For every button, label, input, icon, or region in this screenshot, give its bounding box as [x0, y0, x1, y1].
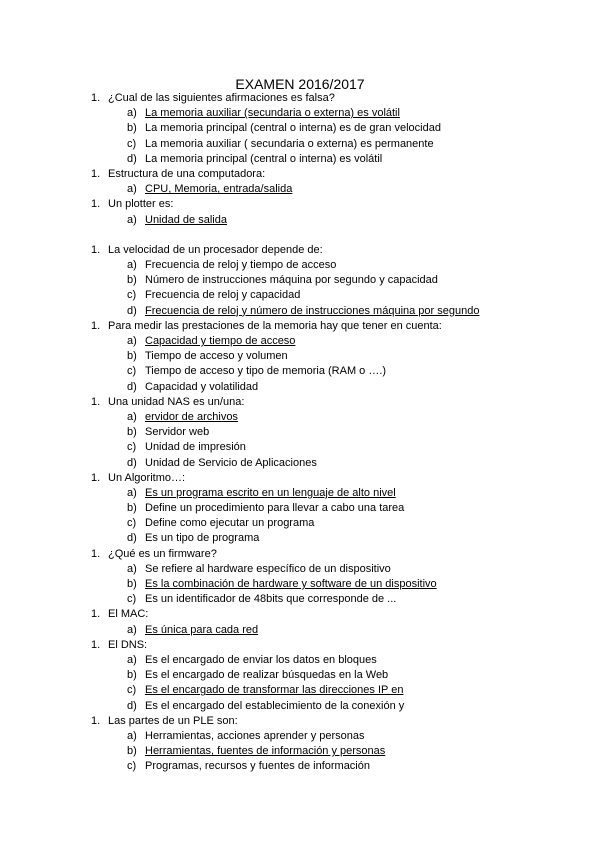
question-text: El DNS:: [108, 638, 148, 651]
answer-option: [0, 699, 600, 714]
question-number: 1.: [91, 714, 101, 727]
question-number: 1.: [91, 319, 101, 332]
answer-option: [0, 759, 600, 774]
option-letter: b): [127, 502, 137, 515]
question-number: 1.: [91, 243, 101, 256]
option-text: Es un identificador de 48bits que corresponde de ...: [145, 593, 397, 606]
option-text: Número de instrucciones máquina por segundo y capacidad: [145, 274, 438, 287]
option-letter: b): [127, 669, 137, 682]
spacer: [0, 228, 600, 243]
question: [0, 395, 600, 410]
answer-option: [0, 623, 600, 638]
option-text: Define como ejecutar un programa: [145, 517, 315, 530]
answer-option: [0, 121, 600, 136]
option-text: Se refiere al hardware específico de un dispositivo: [145, 562, 391, 575]
option-text: Es el encargado del establecimiento de la conexión y: [145, 699, 405, 712]
question-number: 1.: [91, 92, 101, 104]
question-text: Un Algoritmo…:: [108, 471, 186, 484]
option-text-selected: CPU, Memoria, entrada/salida: [145, 183, 293, 196]
option-letter: a): [127, 213, 137, 226]
option-letter: c): [127, 684, 137, 697]
question: [0, 547, 600, 562]
answer-option: [0, 744, 600, 759]
answer-option: [0, 258, 600, 273]
answer-option: [0, 288, 600, 303]
option-letter: a): [127, 623, 137, 636]
option-text: Frecuencia de reloj y tiempo de acceso: [145, 259, 337, 272]
option-letter: d): [127, 456, 137, 469]
question-number: 1.: [91, 167, 101, 180]
question-number: 1.: [91, 547, 101, 560]
answer-option: [0, 729, 600, 744]
answer-option: [0, 562, 600, 577]
option-letter: a): [127, 653, 137, 666]
option-letter: d): [127, 304, 137, 317]
answer-option: [0, 213, 600, 228]
option-text-selected: ervidor de archivos: [145, 410, 238, 423]
answer-option: [0, 364, 600, 379]
answer-option: [0, 516, 600, 531]
question-text: Las partes de un PLE son:: [108, 714, 238, 727]
option-text: Es el encargado de realizar búsquedas en la Web: [145, 669, 389, 682]
question-list: [0, 91, 600, 774]
option-text-selected: Herramientas, fuentes de información y personas: [145, 745, 386, 758]
option-text: Es el encargado de enviar los datos en bloques: [145, 653, 377, 666]
answer-option: [0, 456, 600, 471]
option-letter: c): [127, 137, 137, 150]
answer-option: [0, 410, 600, 425]
question-number: 1.: [91, 638, 101, 651]
option-letter: a): [127, 259, 137, 272]
question-number: 1.: [91, 198, 101, 211]
question: [0, 167, 600, 182]
option-text: Unidad de Servicio de Aplicaciones: [145, 456, 317, 469]
option-letter: d): [127, 699, 137, 712]
answer-option: [0, 653, 600, 668]
question-text: ¿Cual de las siguientes afirmaciones es falsa?: [108, 92, 335, 104]
option-letter: b): [127, 274, 137, 287]
option-text-selected: Es un programa escrito en un lenguaje de alto nivel: [145, 486, 396, 499]
question: [0, 471, 600, 486]
option-text: Servidor web: [145, 426, 210, 439]
option-text: Tiempo de acceso y volumen: [145, 350, 288, 363]
answer-option: [0, 273, 600, 288]
question-number: 1.: [91, 395, 101, 408]
option-letter: d): [127, 380, 137, 393]
answer-option: [0, 577, 600, 592]
option-text: La memoria auxiliar ( secundaria o externa) es permanente: [145, 137, 434, 150]
option-text-selected: Es el encargado de transformar las direcciones IP en: [145, 684, 404, 697]
question: [0, 197, 600, 212]
answer-option: [0, 349, 600, 364]
answer-option: [0, 152, 600, 167]
question-text: Estructura de una computadora:: [108, 167, 266, 180]
option-letter: d): [127, 152, 137, 165]
option-letter: a): [127, 562, 137, 575]
option-letter: a): [127, 729, 137, 742]
option-letter: a): [127, 107, 137, 120]
option-letter: c): [127, 593, 137, 606]
answer-option: [0, 304, 600, 319]
question-number: 1.: [91, 608, 101, 621]
option-letter: b): [127, 745, 137, 758]
answer-option: [0, 106, 600, 121]
question-number: 1.: [91, 471, 101, 484]
question-text: Una unidad NAS es un/una:: [108, 395, 245, 408]
option-text: Frecuencia de reloj y capacidad: [145, 289, 301, 302]
option-text: Programas, recursos y fuentes de información: [145, 760, 370, 773]
option-text-selected: Es única para cada red: [145, 623, 259, 636]
question: [0, 714, 600, 729]
option-text-selected: Unidad de salida: [145, 213, 227, 226]
answer-option: [0, 137, 600, 152]
answer-option: [0, 668, 600, 683]
answer-option: [0, 501, 600, 516]
option-letter: a): [127, 410, 137, 423]
option-text-selected: Frecuencia de reloj y número de instrucciones máquina por segundo: [145, 304, 480, 317]
option-text: Herramientas, acciones aprender y personas: [145, 729, 365, 742]
option-text: Define un procedimiento para llevar a cabo una tarea: [145, 502, 405, 515]
option-letter: b): [127, 578, 137, 590]
answer-option: [0, 380, 600, 395]
option-text-selected: Capacidad y tiempo de acceso: [145, 335, 296, 347]
answer-option: [0, 592, 600, 607]
option-text: Unidad de impresión: [145, 441, 246, 454]
option-letter: a): [127, 335, 137, 347]
answer-option: [0, 425, 600, 440]
question: [0, 638, 600, 653]
option-letter: b): [127, 122, 137, 135]
question-text: Un plotter es:: [108, 198, 174, 211]
option-text: Capacidad y volatilidad: [145, 380, 259, 393]
question-text: La velocidad de un procesador depende de:: [108, 243, 323, 256]
option-letter: a): [127, 486, 137, 499]
option-letter: b): [127, 350, 137, 363]
answer-option: [0, 486, 600, 501]
option-letter: c): [127, 517, 137, 530]
option-text: Es un tipo de programa: [145, 532, 260, 545]
question-text: ¿Qué es un firmware?: [108, 547, 217, 560]
question: [0, 91, 600, 106]
question: [0, 243, 600, 258]
question: [0, 319, 600, 334]
option-letter: b): [127, 426, 137, 439]
option-text-selected: Es la combinación de hardware y software de un dispositivo: [145, 578, 437, 590]
option-text: La memoria principal (central o interna) es de gran velocidad: [145, 122, 441, 135]
option-letter: c): [127, 441, 137, 454]
option-letter: c): [127, 760, 137, 773]
option-text: Tiempo de acceso y tipo de memoria (RAM o ….): [145, 365, 387, 378]
option-text-selected: La memoria auxiliar (secundaria o externa) es volátil: [145, 107, 400, 120]
answer-option: [0, 182, 600, 197]
option-letter: a): [127, 183, 137, 196]
answer-option: [0, 440, 600, 455]
option-letter: d): [127, 532, 137, 545]
option-letter: c): [127, 365, 137, 378]
answer-option: [0, 334, 600, 349]
question-text: Para medir las prestaciones de la memoria hay que tener en cuenta:: [108, 319, 442, 332]
question: [0, 607, 600, 622]
page-title: EXAMEN 2016/2017: [235, 76, 365, 92]
option-letter: c): [127, 289, 137, 302]
answer-option: [0, 683, 600, 698]
option-text: La memoria principal (central o interna) es volátil: [145, 152, 383, 165]
question-text: El MAC:: [108, 608, 149, 621]
answer-option: [0, 531, 600, 546]
